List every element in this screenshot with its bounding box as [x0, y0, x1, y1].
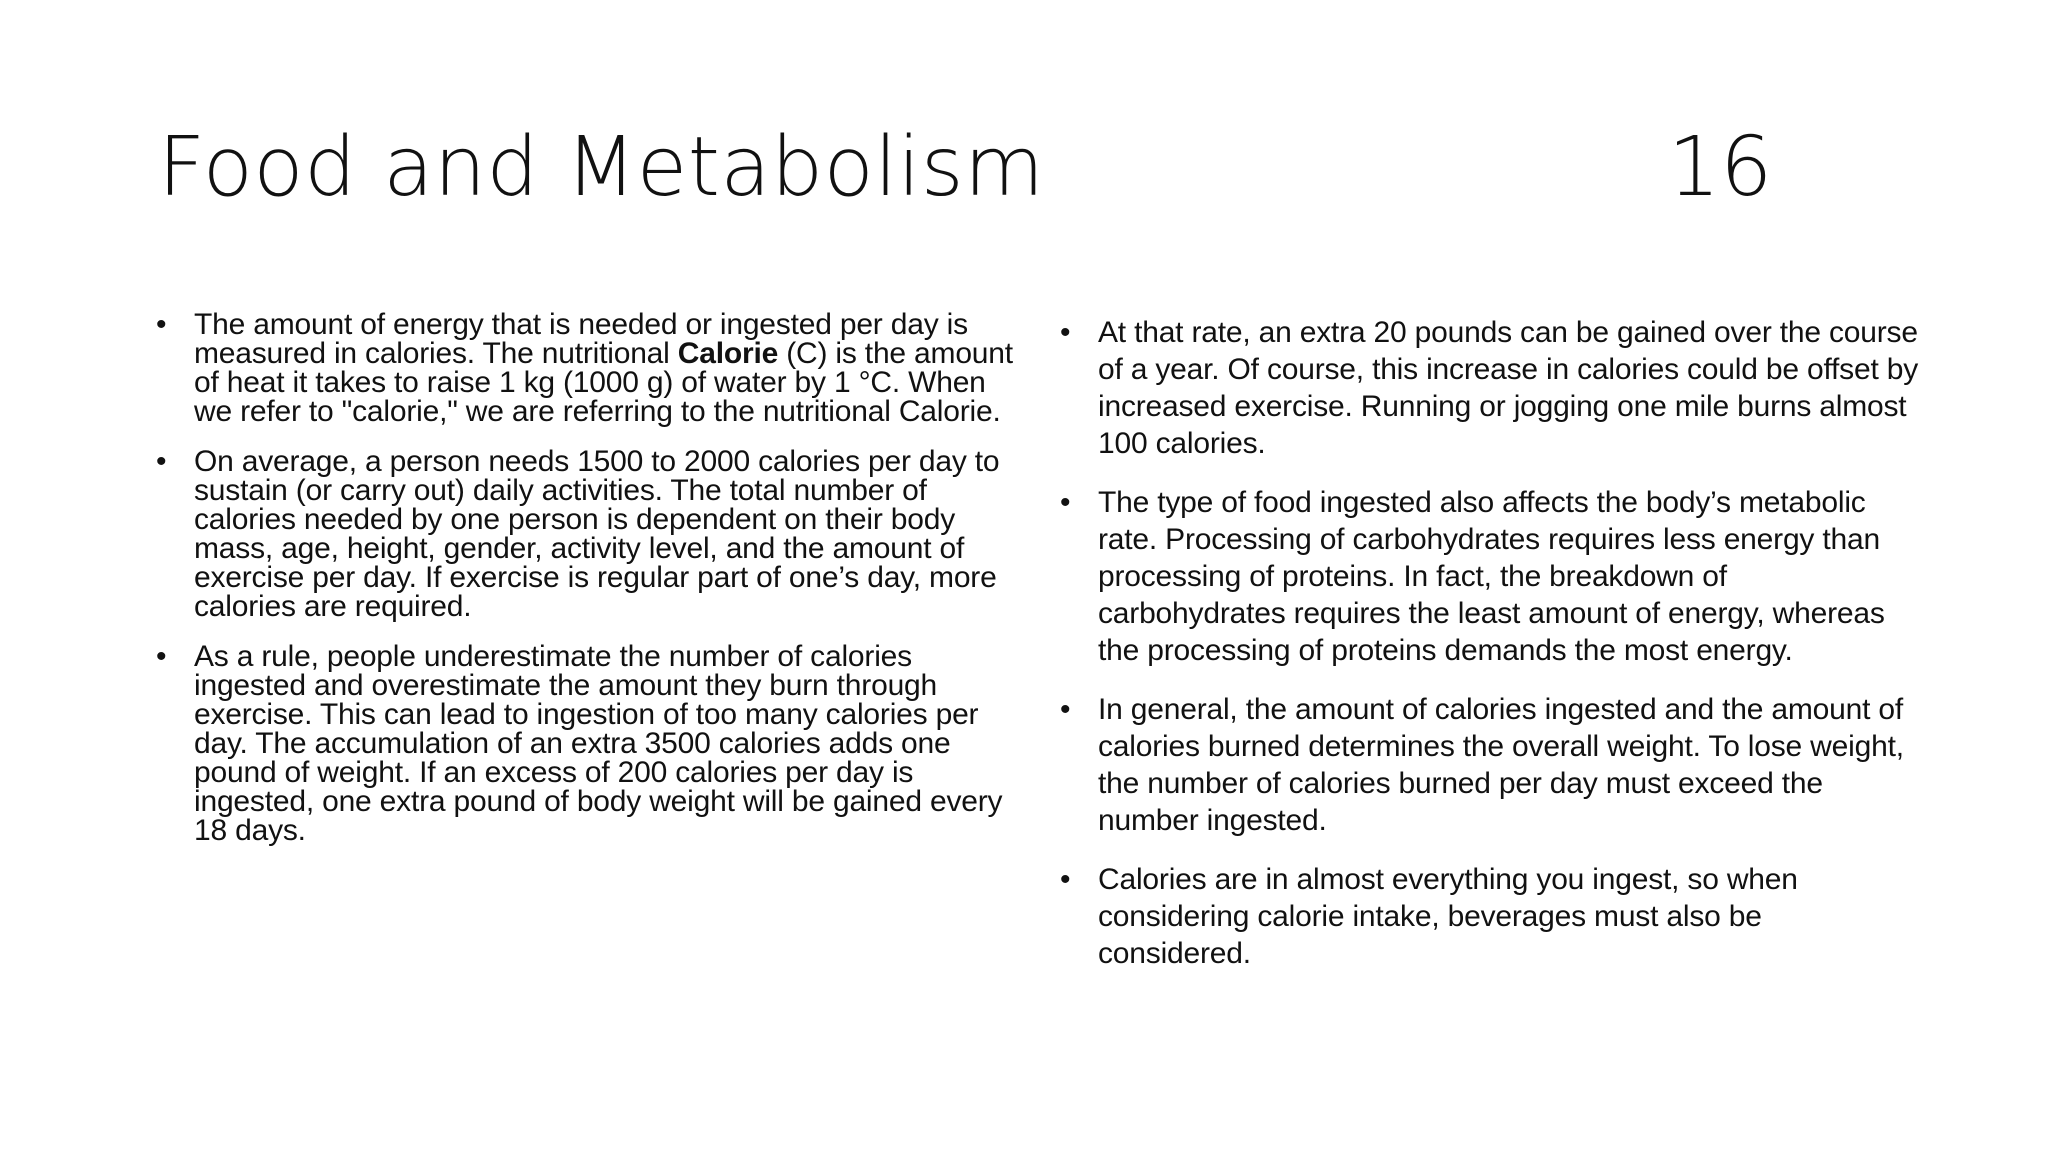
bullet-text: As a rule, people underestimate the number of calories ingested and overestimate the amount they burn through exercise. This can lead to ingestion of too many calories per day. The accumulation of an extra 3500 calories adds one pound of weight. If an excess of 200 calories per day is ingested, one extra pound of body weight will be gained every 18 days.	[194, 640, 1003, 847]
bullet-dot-icon: •	[156, 640, 167, 673]
bullet-text: At that rate, an extra 20 pounds can be gained over the course of a year. Of course, this increase in calories could be offset by increased exercise. Running or jogging one mile burns almost 100 calories.	[1098, 316, 1919, 460]
slide-title: Food and Metabolism	[158, 120, 1045, 215]
bullet-text: The type of food ingested also affects the body’s metabolic rate. Processing of carbohydrates requires less energy than processing of proteins. In fact, the breakdown of carbohydrates requires the least amount of energy, whereas the processing of proteins demands the most energy.	[1098, 486, 1885, 667]
bullet-item	[1060, 314, 1920, 462]
bullet-dot-icon: •	[1060, 863, 1071, 896]
bullet-dot-icon: •	[156, 308, 167, 341]
bullet-item	[156, 310, 1016, 426]
bullet-text: Calories are in almost everything you ingest, so when considering calorie intake, beverages must also be considered.	[1098, 863, 1798, 970]
bullet-item	[156, 447, 1016, 621]
bullet-item	[1060, 691, 1920, 839]
bold-term: Calorie	[677, 337, 779, 370]
page-number: 16	[1668, 120, 1773, 215]
bullet-text-part: (C) is the amount of heat it takes to raise 1 kg (1000 g) of water by 1 °C. When we refer to "calorie," we are referring to the nutritional Calorie.	[194, 337, 1013, 428]
bullet-dot-icon: •	[156, 445, 167, 478]
bullet-text: In general, the amount of calories ingested and the amount of calories burned determines the overall weight. To lose weight, the number of calories burned per day must exceed the number ingested.	[1098, 693, 1904, 837]
bullet-dot-icon: •	[1060, 316, 1071, 349]
bullet-dot-icon: •	[1060, 486, 1071, 519]
bullet-dot-icon: •	[1060, 693, 1071, 726]
bullet-text-part: The amount of energy that is needed or ingested per day is measured in calories. The nutritional	[194, 308, 968, 370]
bullet-item	[156, 642, 1016, 845]
right-bullet-list	[1060, 314, 1920, 994]
bullet-text: On average, a person needs 1500 to 2000 calories per day to sustain (or carry out) daily activities. The total number of calories needed by one person is dependent on their body mass, age, height, gender, activity level, and the amount of exercise per day. If exercise is regular part of one’s day, more calories are required.	[194, 445, 1000, 623]
bullet-item	[1060, 861, 1920, 972]
left-bullet-list	[156, 310, 1016, 866]
bullet-item	[1060, 484, 1920, 669]
